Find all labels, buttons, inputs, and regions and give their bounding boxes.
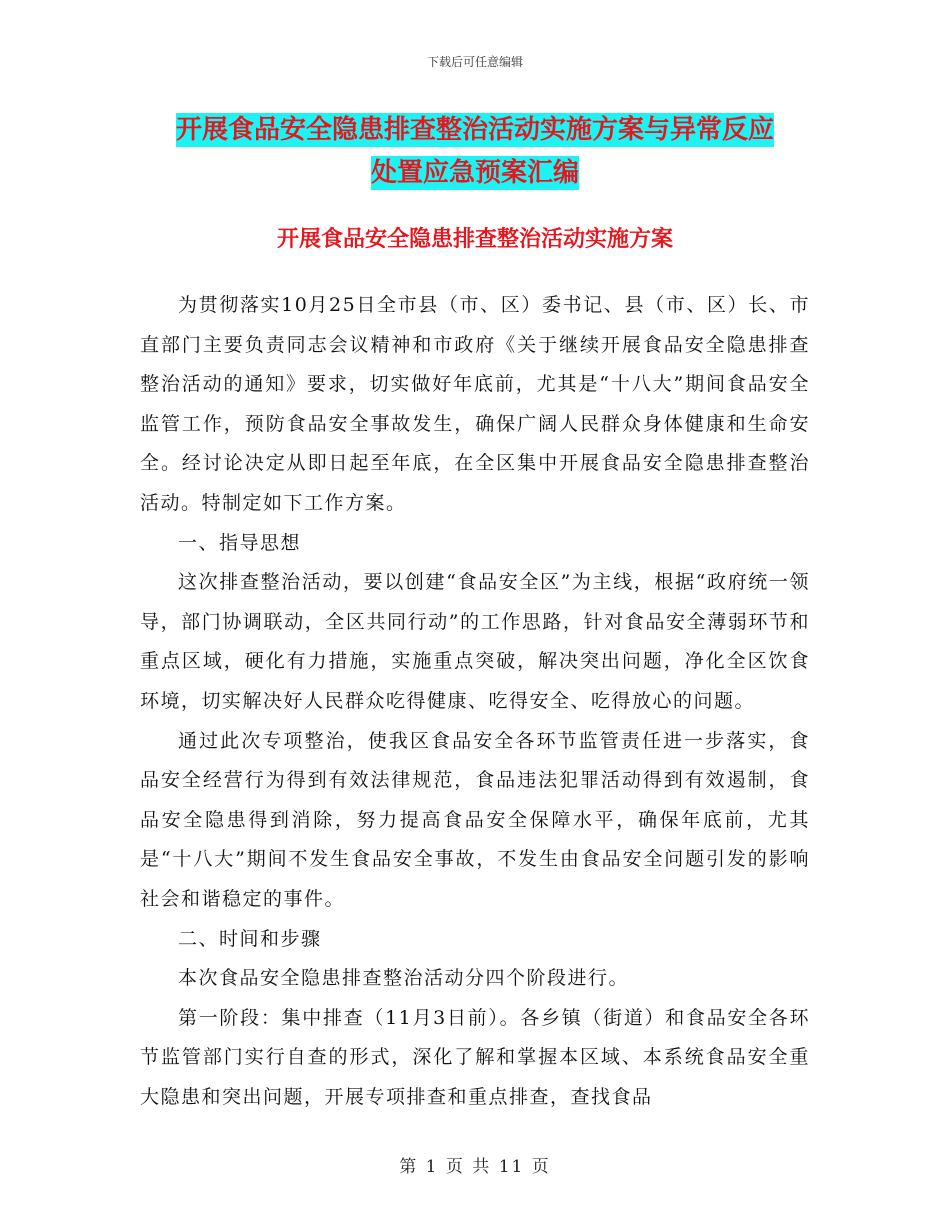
page-header-note: 下载后可任意编辑 [426,55,523,69]
document-title-line-2 [0,150,950,196]
document-title-line-2-text: 处置应急预案汇编 [370,158,579,188]
paragraph-intro: 为贯彻落实10月25日全市县（市、区）委书记、县（市、区）长、市直部门主要负责同志会议精神和市政府《关于继续开展食品安全隐患排查整治活动的通知》要求，切实做好年底前，尤其是“十八大”期间食品安全监管工作，预防食品安全事故发生，确保广阔人民群众身体健康和生命安全。经讨论决定从即日起至年底，在全区集中开展食品安全隐患排查整治活动。特制定如下工作方案。 [140,294,810,514]
paragraph-stage-one: 第一阶段：集中排查（11月3日前）。各乡镇（街道）和食品安全各环节监管部门实行自查的形式，深化了解和掌握本区域、本系统食品安全重大隐患和突出问题，开展专项排查和重点排查，查找食品 [140,1006,810,1108]
page-number: 第 1 页 共 11 页 [399,1157,551,1177]
heading-guiding-ideology: 一、指导思想 [178,531,302,554]
paragraph-stages: 本次食品安全隐患排查整治活动分四个阶段进行。 [178,967,630,990]
document-title-line-1-text: 开展食品安全隐患排查整治活动实施方案与异常反应 [175,115,774,145]
heading-time-and-steps: 二、时间和步骤 [178,927,322,950]
document-title-line-1 [0,107,950,153]
paragraph-guiding-ideology: 这次排查整治活动，要以创建“食品安全区”为主线，根据“政府统一领导，部门协调联动，全区共同行动”的工作思路，针对食品安全薄弱环节和重点区域，硬化有力措施，实施重点突破，解决突出问题，净化全区饮食环境，切实解决好人民群众吃得健康、吃得安全、吃得放心的问题。 [140,571,810,712]
section-title: 开展食品安全隐患排查整治活动实施方案 [276,227,673,252]
document-body [140,286,810,1117]
paragraph-goals: 通过此次专项整治，使我区食品安全各环节监管责任进一步落实，食品安全经营行为得到有效法律规范，食品违法犯罪活动得到有效遏制，食品安全隐患得到消除，努力提高食品安全保障水平，确保年底前，尤其是“十八大”期间不发生食品安全事故，不发生由食品安全问题引发的影响社会和谐稳定的事件。 [140,729,810,910]
